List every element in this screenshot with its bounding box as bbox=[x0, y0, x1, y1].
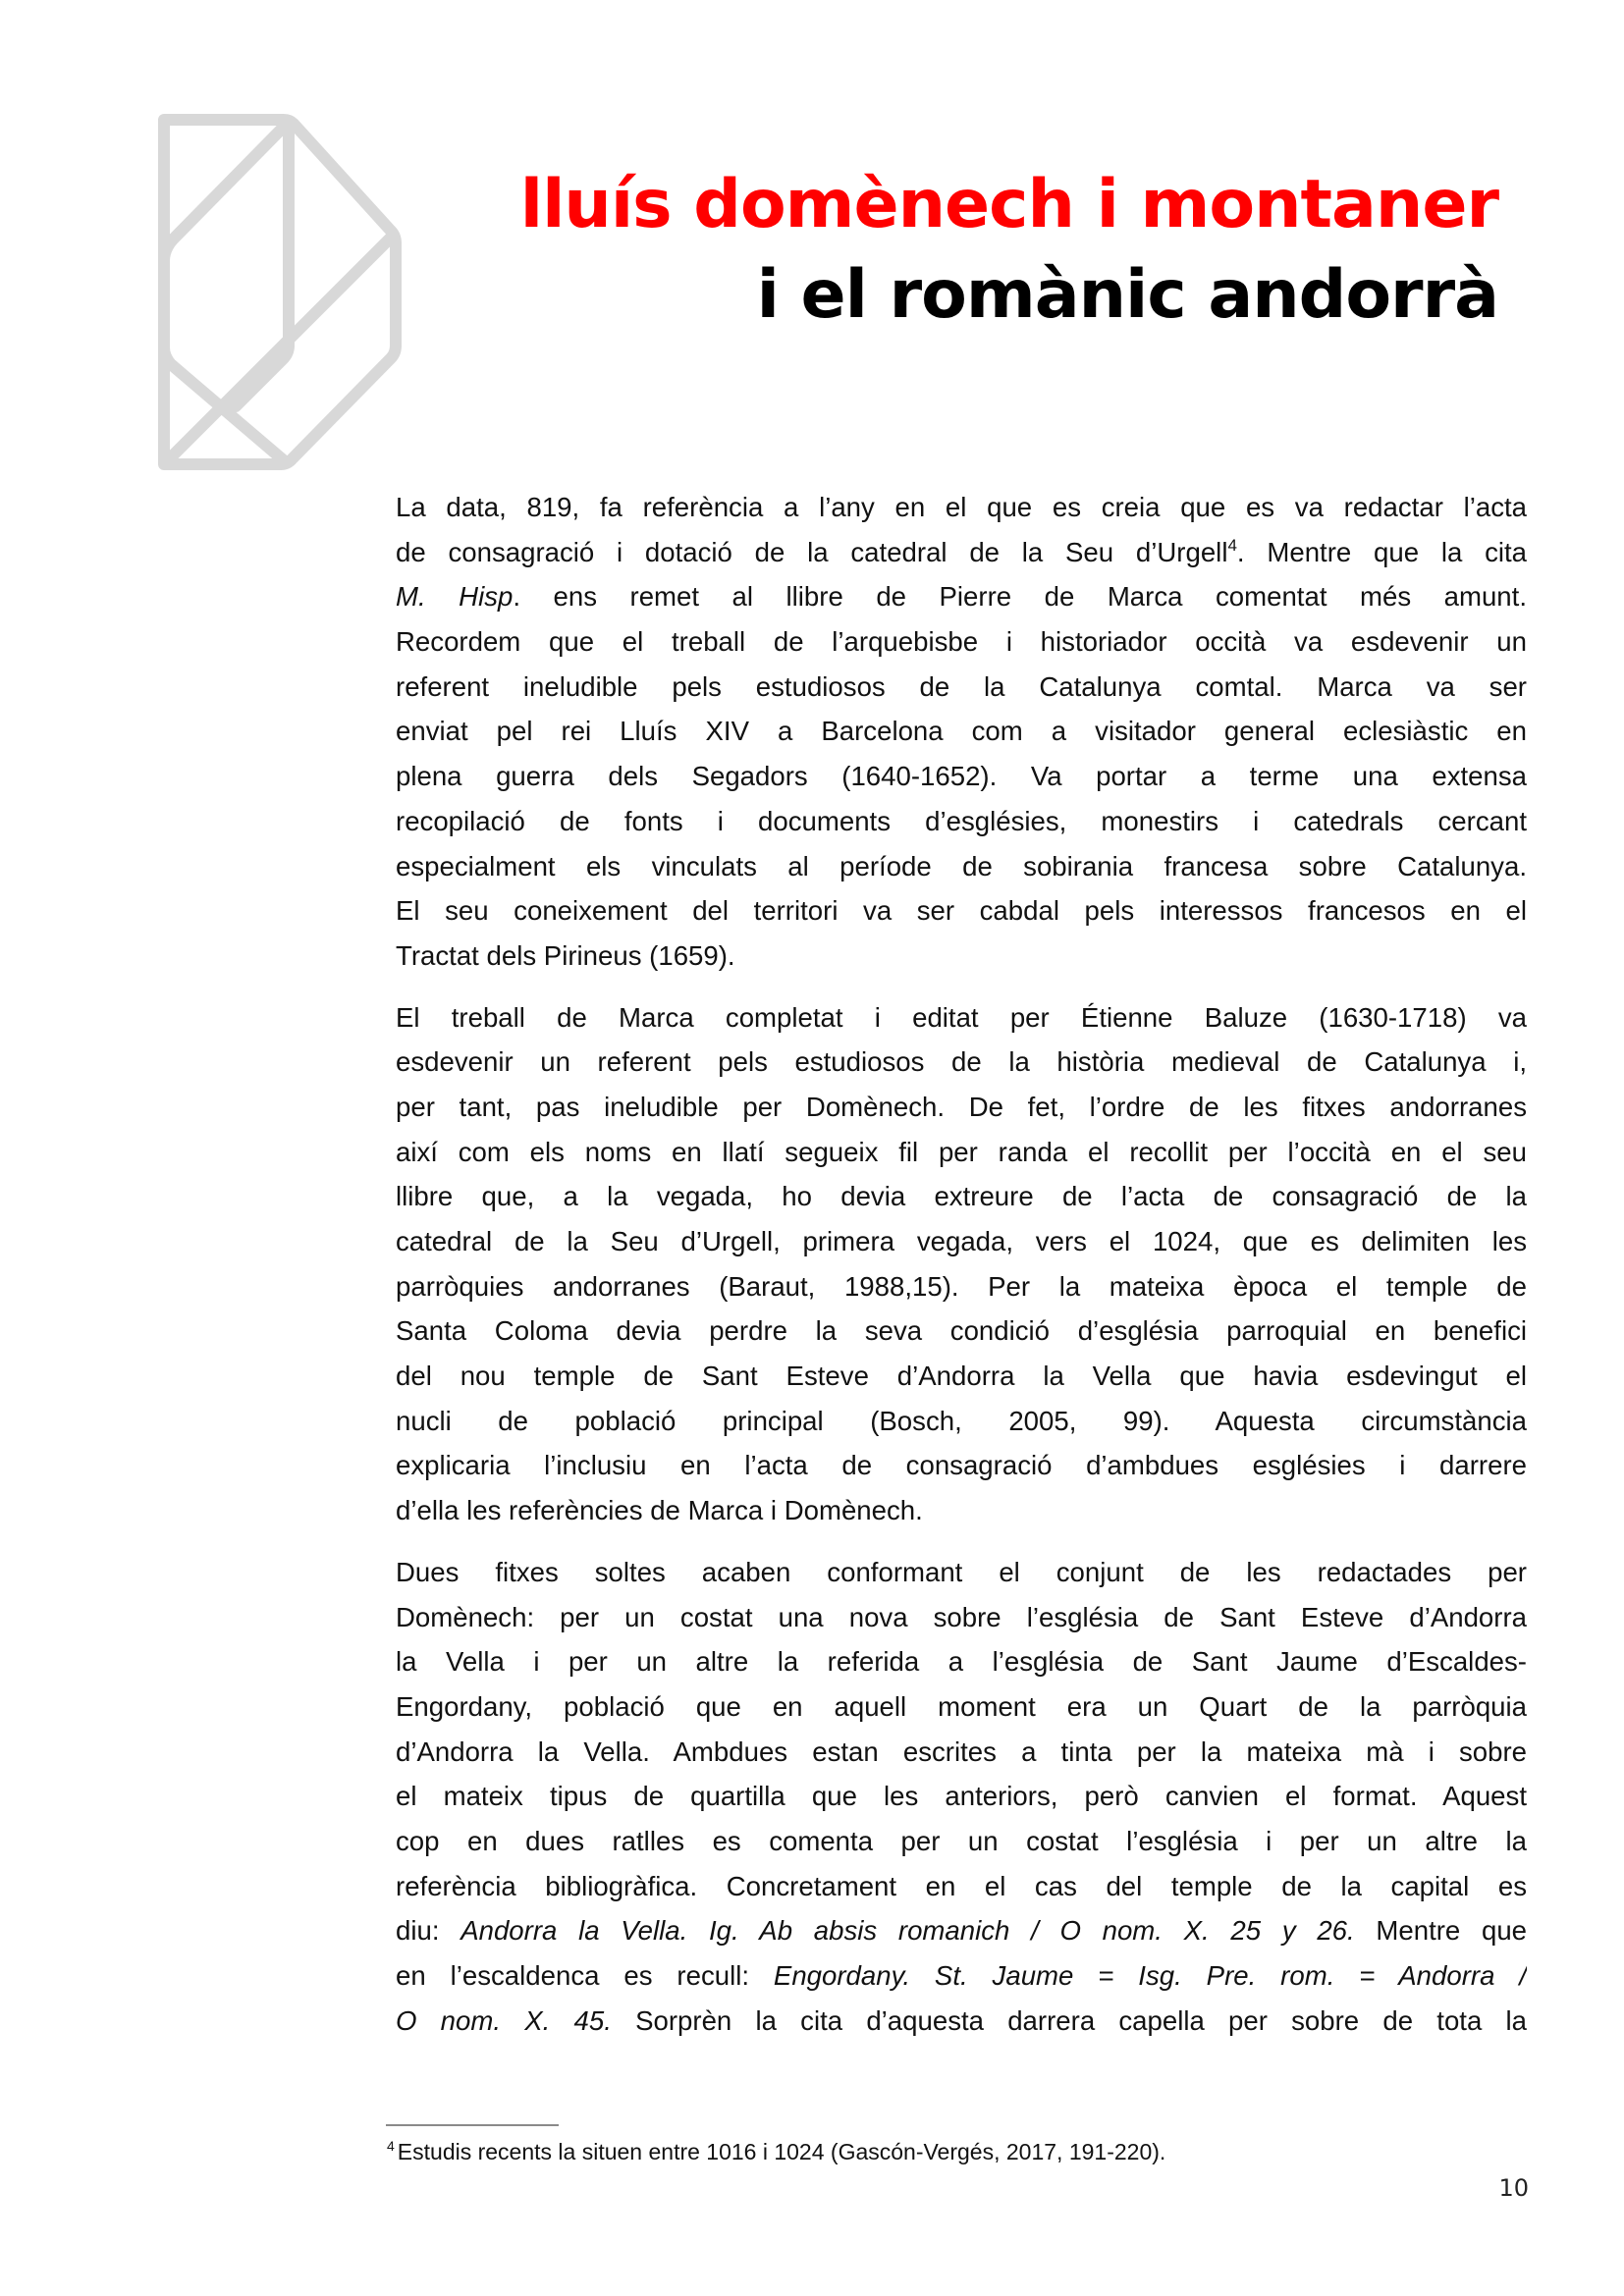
italic-citation: M. Hisp bbox=[396, 581, 514, 613]
text-line bbox=[396, 1174, 1527, 1219]
text-segment: referència bibliogràfica. Concretament en el cas del temple de la capital es bbox=[396, 1870, 1527, 1901]
text-segment: catedral de la Seu d’Urgell, primera vegada, vers el 1024, que es delimiten les bbox=[396, 1226, 1527, 1256]
text-line bbox=[396, 1550, 1527, 1595]
text-segment: diu: bbox=[396, 1915, 461, 1947]
text-line bbox=[396, 888, 1527, 934]
text-line bbox=[396, 1999, 1527, 2044]
text-line bbox=[396, 754, 1527, 799]
footnote-marker: 4 bbox=[387, 2138, 395, 2154]
text-line bbox=[396, 709, 1527, 754]
text-line bbox=[396, 1595, 1527, 1640]
text-segment: Domènech: per un costat una nova sobre l’església de Sant Esteve d’Andorra bbox=[396, 1601, 1527, 1632]
text-line bbox=[396, 619, 1527, 665]
text-segment: recopilació de fonts i documents d’esglésies, monestirs i catedrals cercant bbox=[396, 805, 1527, 836]
text-line bbox=[396, 1443, 1527, 1488]
text-segment: d’Andorra la Vella. Ambdues estan escrites a tinta per la mateixa mà i sobre bbox=[396, 1735, 1527, 1767]
text-line bbox=[396, 1040, 1527, 1085]
text-line bbox=[396, 995, 1527, 1041]
title-line-2: i el romànic andorrà bbox=[756, 256, 1498, 334]
text-segment: Tractat dels Pirineus (1659). bbox=[396, 939, 735, 971]
page-number: 10 bbox=[1498, 2174, 1529, 2202]
text-segment: parròquies andorranes (Baraut, 1988,15). Per la mateixa època el temple de bbox=[396, 1270, 1527, 1302]
text-line bbox=[396, 1864, 1527, 1909]
text-line bbox=[396, 1488, 1527, 1533]
title-line-1: lluís domènech i montaner bbox=[519, 166, 1498, 243]
text-segment: esdevenir un referent pels estudiosos de la història medieval de Catalunya i, bbox=[396, 1046, 1527, 1078]
text-segment: Mentre que bbox=[1354, 1915, 1527, 1947]
text-segment: del nou temple de Sant Esteve d’Andorra la Vella que havia esdevingut el bbox=[396, 1361, 1527, 1392]
footnote-reference: 4 bbox=[1227, 535, 1237, 555]
text-segment: nucli de població principal (Bosch, 2005, 99). Aquesta circumstància bbox=[396, 1405, 1527, 1436]
text-segment: de consagració i dotació de la catedral de la Seu d’Urgell bbox=[396, 536, 1228, 567]
text-line bbox=[396, 665, 1527, 710]
text-line bbox=[396, 574, 1527, 619]
text-line bbox=[396, 1774, 1527, 1819]
paragraph bbox=[396, 995, 1527, 1533]
logo-geometric-d-icon bbox=[147, 103, 412, 481]
text-line bbox=[396, 1684, 1527, 1730]
text-segment: cop en dues ratlles es comenta per un costat l’església i per un altre la bbox=[396, 1825, 1527, 1856]
text-segment: així com els noms en llatí segueix fil per randa el recollit per l’occità en el seu bbox=[396, 1136, 1527, 1167]
logo-outer-frame bbox=[164, 120, 396, 464]
text-segment: Recordem que el treball de l’arquebisbe i historiador occità va esdevenir un bbox=[396, 626, 1527, 658]
paragraph bbox=[396, 485, 1527, 979]
text-segment: La data, 819, fa referència a l’any en el que es creia que es va redactar l’acta bbox=[396, 492, 1527, 522]
text-segment: Santa Coloma devia perdre la seva condició d’església parroquial en benefici bbox=[396, 1315, 1527, 1347]
text-segment: d’ella les referències de Marca i Domènech. bbox=[396, 1495, 923, 1526]
text-segment: llibre que, a la vegada, ho devia extreure de l’acta de consagració de la bbox=[396, 1181, 1527, 1212]
text-line bbox=[396, 485, 1527, 530]
footnote-text: Estudis recents la situen entre 1016 i 1024 (Gascón-Vergés, 2017, 191-220). bbox=[397, 2139, 1166, 2164]
italic-citation: O nom. X. 45. bbox=[396, 2004, 612, 2036]
text-segment: Sorprèn la cita d’aquesta darrera capella per sobre de tota la bbox=[611, 2004, 1527, 2036]
text-segment: per tant, pas ineludible per Domènech. De fet, l’ordre de les fitxes andorranes bbox=[396, 1091, 1527, 1122]
footnote bbox=[387, 2138, 1165, 2165]
text-segment: El treball de Marca completat i editat per Étienne Baluze (1630-1718) va bbox=[396, 1001, 1527, 1033]
logo-long-diagonal bbox=[167, 236, 393, 461]
text-line bbox=[396, 1264, 1527, 1309]
footnote-separator bbox=[386, 2124, 559, 2126]
text-line bbox=[396, 530, 1527, 575]
italic-citation: Andorra la Vella. Ig. Ab absis romanich / O nom. X. 25 y 26. bbox=[460, 1915, 1355, 1947]
text-segment: explicaria l’inclusiu en l’acta de consagració d’ambdues esglésies i darrere bbox=[396, 1450, 1527, 1481]
text-line bbox=[396, 844, 1527, 889]
paragraph bbox=[396, 1550, 1527, 2044]
text-segment: . ens remet al llibre de Pierre de Marca comentat més amunt. bbox=[513, 581, 1527, 613]
text-line bbox=[396, 1399, 1527, 1444]
text-line bbox=[396, 1730, 1527, 1775]
text-line bbox=[396, 1953, 1527, 1999]
text-segment: Engordany, població que en aquell moment era un Quart de la parròquia bbox=[396, 1690, 1527, 1722]
text-segment: especialment els vinculats al període de sobirania francesa sobre Catalunya. bbox=[396, 850, 1527, 881]
text-line bbox=[396, 934, 1527, 979]
italic-citation: Engordany. St. Jaume = Isg. Pre. rom. = Andorra / bbox=[773, 1960, 1527, 1991]
logo-top-diagonal bbox=[164, 122, 289, 261]
text-line bbox=[396, 1819, 1527, 1864]
body-text bbox=[396, 485, 1527, 2059]
text-segment: en l’escaldenca es recull: bbox=[396, 1960, 774, 1991]
text-line bbox=[396, 799, 1527, 844]
text-line bbox=[396, 1219, 1527, 1264]
text-segment: referent ineludible pels estudiosos de la Catalunya comtal. Marca va ser bbox=[396, 670, 1527, 702]
text-line bbox=[396, 1130, 1527, 1175]
text-line bbox=[396, 1908, 1527, 1953]
text-segment: el mateix tipus de quartilla que les anteriors, però canvien el format. Aquest bbox=[396, 1781, 1527, 1812]
text-segment: plena guerra dels Segadors (1640-1652). Va portar a terme una extensa bbox=[396, 761, 1527, 792]
text-segment: la Vella i per un altre la referida a l’església de Sant Jaume d’Escaldes- bbox=[396, 1646, 1527, 1678]
text-line bbox=[396, 1354, 1527, 1399]
text-segment: El seu coneixement del territori va ser cabdal pels interessos francesos en el bbox=[396, 895, 1527, 927]
text-line bbox=[396, 1308, 1527, 1354]
text-segment: enviat pel rei Lluís XIV a Barcelona com a visitador general eclesiàstic en bbox=[396, 716, 1527, 747]
text-segment: . Mentre que la cita bbox=[1236, 536, 1527, 567]
text-line bbox=[396, 1639, 1527, 1684]
text-segment: Dues fitxes soltes acaben conformant el conjunt de les redactades per bbox=[396, 1556, 1527, 1587]
text-line bbox=[396, 1085, 1527, 1130]
